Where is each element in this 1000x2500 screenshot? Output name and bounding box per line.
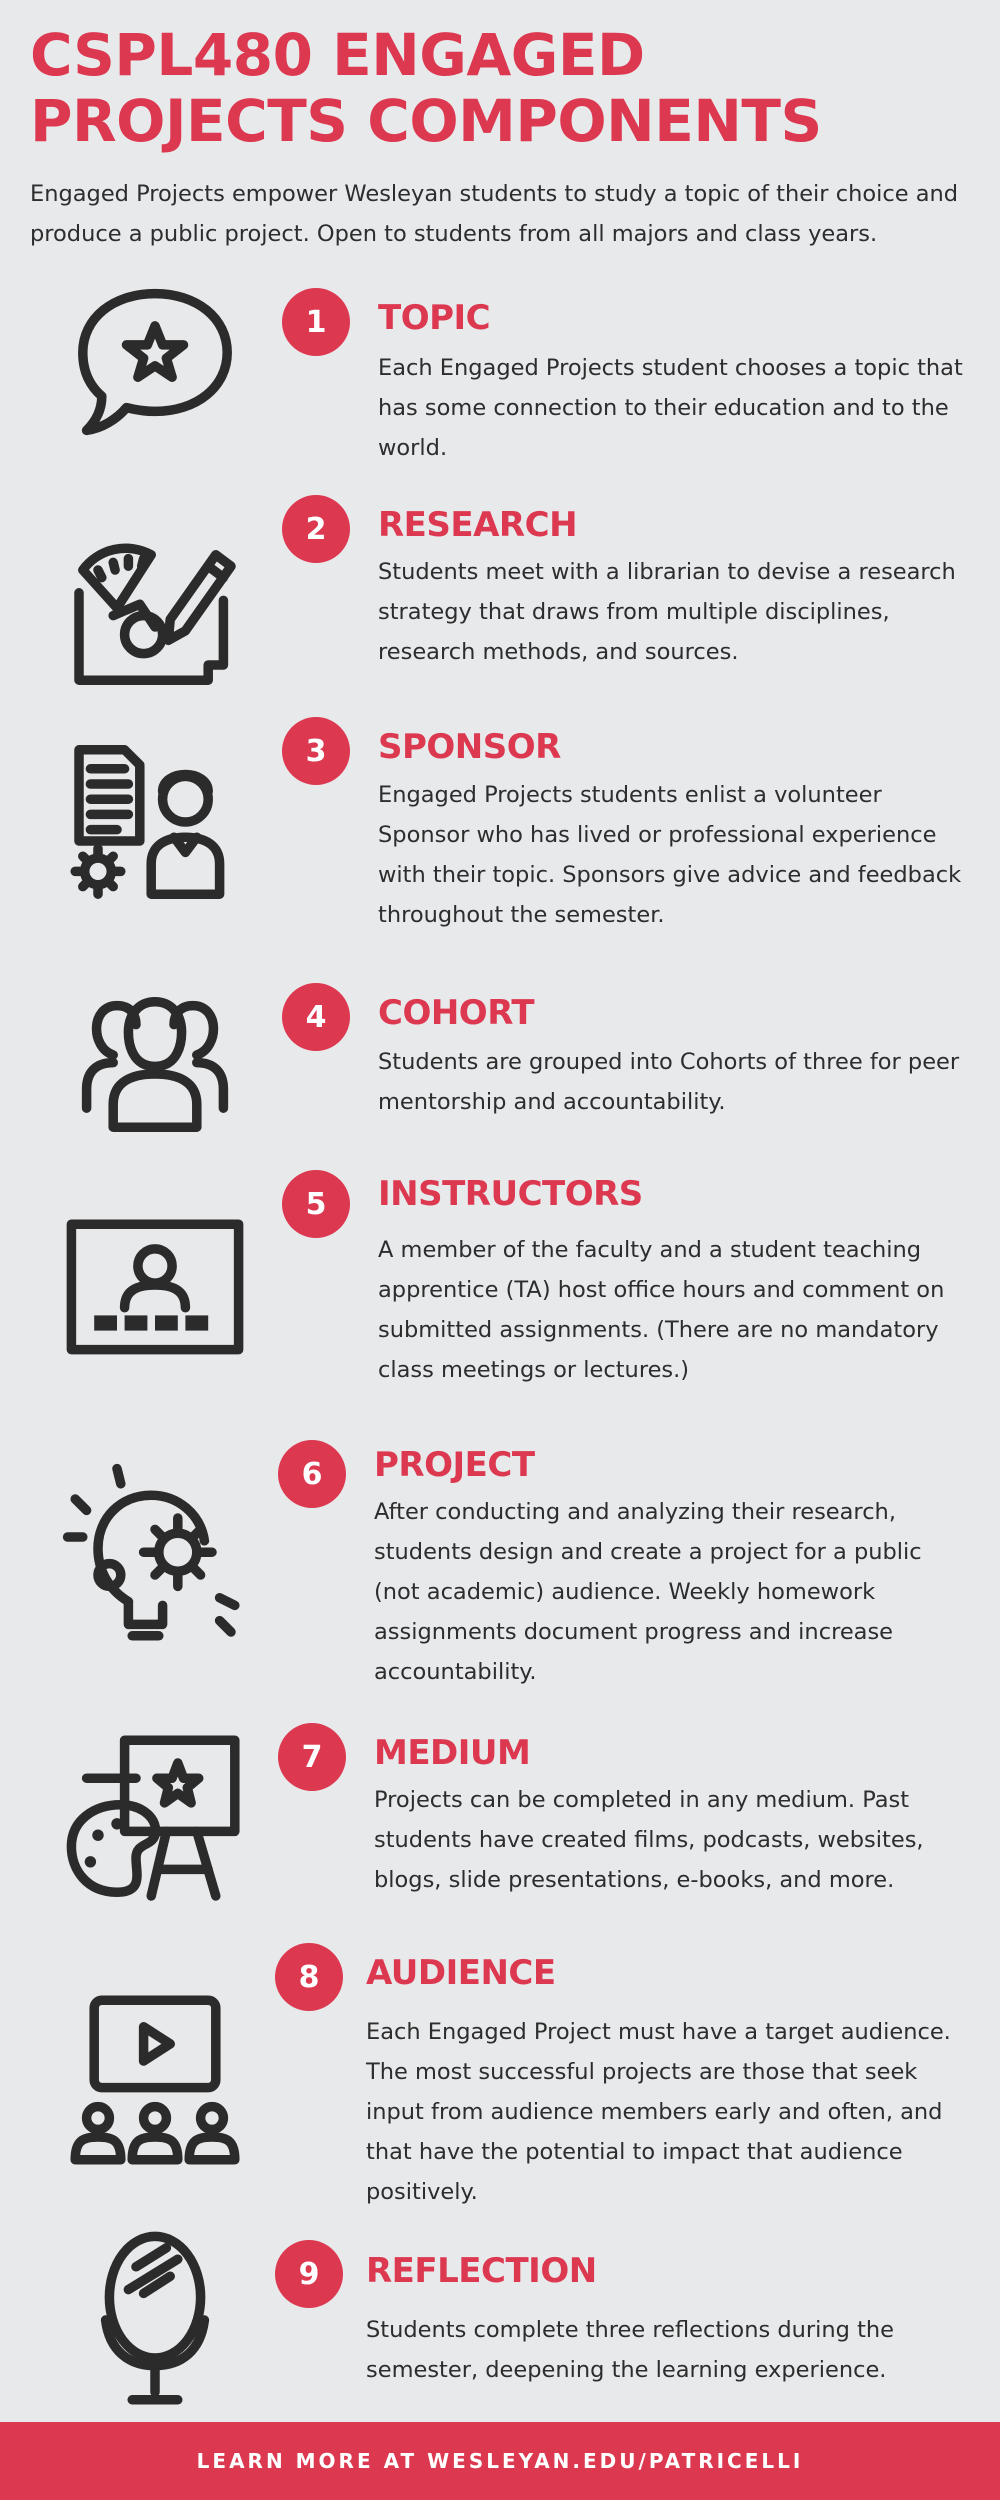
step-description: After conducting and analyzing their research, students design and create a project for a public (not academic) audience. Weekly homework assignments document progress and increase accountability. [374,1499,922,1685]
step-heading: AUDIENCE [366,1953,556,1993]
step-description: Projects can be completed in any medium. Past students have created films, podcasts, websites, blogs, slide presentations, e-books, and more. [374,1787,924,1893]
step-number-badge: 3 [282,717,350,785]
step-heading: COHORT [378,993,535,1033]
step-number-badge: 9 [275,2240,343,2308]
step-number-badge: 6 [278,1440,346,1508]
step-number-badge: 5 [282,1170,350,1238]
step-description: A member of the faculty and a student teaching apprentice (TA) host office hours and comment on submitted assignments. (There are no mandatory class meetings or lectures.) [378,1237,945,1383]
step-number-badge: 8 [275,1943,343,2011]
page-title: CSPL480 ENGAGED PROJECTS COMPONENTS [30,21,822,155]
step-heading: REFLECTION [366,2251,597,2291]
step-description: Engaged Projects students enlist a volunteer Sponsor who has lived or professional experience with their topic. Sponsors give advice and feedback throughout the semester. [378,782,962,928]
video-audience-icon [50,1980,260,2180]
hand-mirror-icon [50,2220,260,2420]
step-number-badge: 7 [278,1723,346,1791]
step-description: Each Engaged Project must have a target audience. The most successful projects are those that seek input from audience members early and often, and that have the potential to impact that audience positively. [366,2019,951,2205]
step-description: Students meet with a librarian to devise a research strategy that draws from multiple disciplines, research methods, and sources. [378,559,956,665]
document-person-gear-icon [50,722,260,922]
step-heading: SPONSOR [378,727,561,767]
step-heading: TOPIC [378,298,491,338]
step-description: Students are grouped into Cohorts of three for peer mentorship and accountability. [378,1049,960,1115]
intro-text: Engaged Projects empower Wesleyan students to study a topic of their choice and produce a public project. Open to students from all majors and class years. [30,181,959,247]
speech-bubble-star-icon [50,262,260,462]
step-heading: INSTRUCTORS [378,1174,643,1214]
online-teacher-icon [50,1185,260,1385]
step-number-badge: 4 [282,983,350,1051]
step-heading: PROJECT [374,1445,535,1485]
step-number-badge: 2 [282,495,350,563]
easel-palette-icon [50,1720,260,1920]
drafting-tools-icon [50,508,260,708]
step-number-badge: 1 [282,288,350,356]
step-heading: MEDIUM [374,1733,531,1773]
step-description: Students complete three reflections during the semester, deepening the learning experience. [366,2317,894,2383]
step-description: Each Engaged Projects student chooses a topic that has some connection to their education and to the world. [378,355,963,461]
footer-link-text[interactable]: LEARN MORE AT WESLEYAN.EDU/PATRICELLI [196,2449,804,2473]
footer-banner [0,2422,1000,2500]
lightbulb-gears-icon [50,1456,260,1656]
group-of-three-icon [50,955,260,1155]
step-heading: RESEARCH [378,505,578,545]
